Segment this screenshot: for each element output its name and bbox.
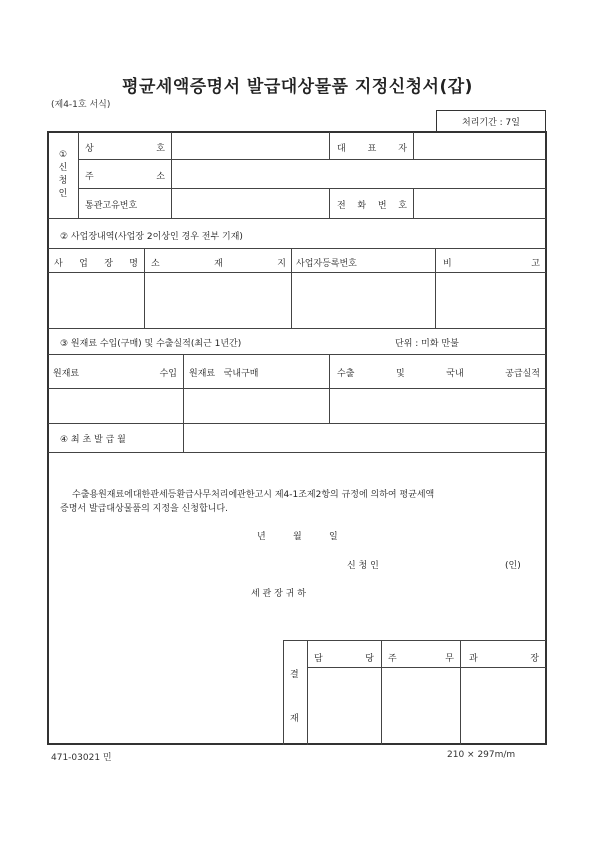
approval-col-line (307, 640, 308, 745)
section1-number: ① (58, 150, 68, 160)
footer-size: 210 × 297m/m (447, 750, 516, 760)
section1-char: 인 (58, 189, 68, 199)
section-divider (48, 218, 546, 219)
approval-col-officer: 주 무 (388, 654, 454, 664)
approval-col-line (381, 640, 382, 745)
form-number: (제4-1호 서식) (51, 100, 111, 110)
applicant-label: 신 청 인 (347, 561, 379, 571)
date-year: 년 (257, 532, 266, 542)
processing-period-box: 처리기간 : 7일 (436, 110, 546, 132)
col-line (329, 188, 330, 218)
col-line (413, 132, 414, 159)
addressee: 세 관 장 귀 하 (251, 589, 306, 599)
col-business-reg-no: 사업자등록번호 (296, 259, 357, 269)
row-line (48, 354, 546, 355)
approval-col-staff: 담 당 (314, 654, 374, 664)
row-line (48, 272, 546, 273)
row-line (78, 188, 546, 189)
section1-label (48, 149, 78, 201)
approval-top-line (283, 640, 546, 641)
col-line (329, 354, 330, 423)
col-raw-import: 원재료 수입 (53, 369, 177, 379)
address-label: 주 소 (85, 172, 165, 182)
col-line (413, 188, 414, 218)
approval-label-2: 재 (290, 714, 299, 724)
date-day: 일 (329, 532, 338, 542)
col-line (435, 248, 436, 328)
section1-char: 신 (58, 163, 68, 173)
row-line (48, 248, 546, 249)
approval-left-line (283, 640, 284, 745)
date-month: 월 (293, 532, 302, 542)
section3-unit: 단위 : 미화 만불 (395, 339, 459, 349)
statement-line-1: 수출용원재료에대한관세등환급사무처리에관한고시 제4-1조제2항의 규정에 의하여 평균세액 (72, 490, 435, 500)
col-line (78, 132, 79, 218)
col-line (329, 132, 330, 159)
footer-code: 471-03021 민 (51, 753, 112, 763)
section3-heading: ③ 원재료 수입(구매) 및 수출실적(최근 1년간) (60, 339, 242, 349)
section2-heading: ② 사업장내역(사업장 2이상인 경우 전부 기재) (60, 232, 243, 242)
section-divider (48, 423, 546, 424)
col-line (183, 354, 184, 423)
col-export-supply: 수출 및 국내 공급실적 (337, 369, 540, 379)
col-location: 소 재 지 (151, 259, 286, 269)
col-line (291, 248, 292, 328)
col-remarks: 비 고 (443, 259, 540, 269)
representative-label: 대 표 자 (337, 144, 407, 154)
phone-label: 전 화 번 호 (337, 201, 407, 211)
approval-col-line (460, 640, 461, 745)
row-line (48, 388, 546, 389)
section-divider (48, 328, 546, 329)
statement-line-2: 증명서 발급대상물품의 지정을 신청합니다. (60, 504, 228, 514)
row-line (78, 159, 546, 160)
section1-char: 청 (58, 176, 68, 186)
seal-mark: (인) (505, 561, 521, 571)
col-line (144, 248, 145, 328)
col-business-name: 사 업 장 명 (54, 259, 138, 269)
form-title: 평균세액증명서 발급대상물품 지정신청서(갑) (122, 77, 473, 97)
approval-col-chief: 과 장 (469, 654, 539, 664)
col-line (183, 423, 184, 452)
approval-label-1: 결 (290, 670, 299, 680)
col-line (171, 132, 172, 218)
section4-heading: ④ 최 초 발 급 월 (60, 435, 126, 445)
customs-id-label: 통관고유번호 (85, 201, 138, 211)
section-divider (48, 452, 546, 453)
company-name-label: 상 호 (85, 144, 165, 154)
approval-header-line (307, 667, 546, 668)
col-raw-domestic: 원재료 국내구매 (189, 369, 259, 379)
